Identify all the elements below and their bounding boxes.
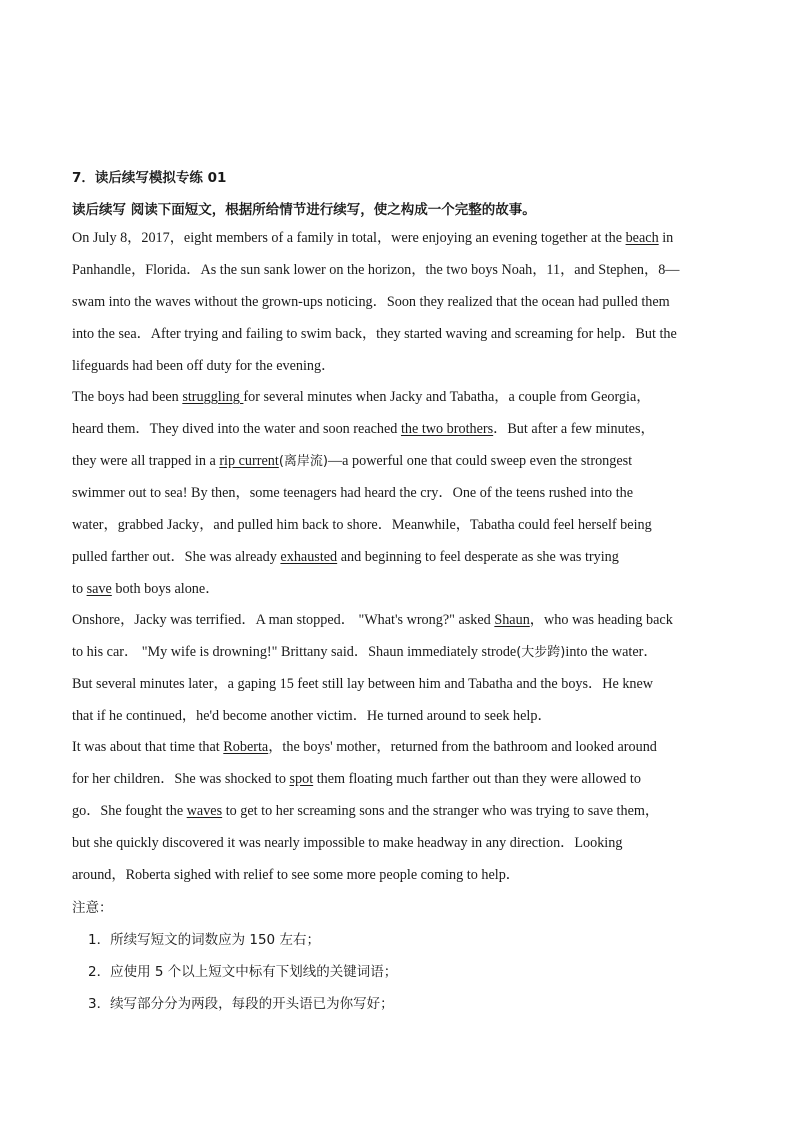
passage-line: On July 8，2017，eight members of a family in total，were enjoying an evening together at the beach in	[72, 230, 674, 246]
passage-line: water，grabbed Jacky，and pulled him back to shore．Meanwhile，Tabatha could feel herself being	[72, 517, 652, 533]
passage-line: that if he continued，he'd become another victim．He turned around to seek help．	[72, 708, 552, 724]
key-word-the-two-brothers: the two brothers	[400, 421, 494, 437]
passage-line: It was about that time that Roberta，the boys' mother，returned from the bathroom and looked around	[72, 739, 657, 755]
key-word-rip-current: rip current	[219, 453, 279, 469]
passage-line: lifeguards had been off duty for the evening．	[72, 358, 336, 374]
passage-line: but she quickly discovered it was nearly impossible to make headway in any direction．Looking	[72, 835, 623, 851]
key-word-spot: spot	[289, 771, 314, 787]
key-word-struggling: struggling	[182, 389, 244, 405]
passage-line: swimmer out to sea! By then，some teenagers had heard the cry．One of the teens rushed into the	[72, 485, 634, 501]
key-word-shaun: Shaun	[494, 612, 530, 628]
exercise-instructions: 读后续写 阅读下面短文，根据所给情节进行续写，使之构成一个完整的故事。	[72, 202, 536, 218]
note-item: 1．所续写短文的词数应为 150 左右；	[88, 932, 320, 948]
passage-line: But several minutes later，a gaping 15 feet still lay between him and Tabatha and the boys．He knew	[72, 676, 654, 692]
passage-line: swam into the waves without the grown-ups noticing．Soon they realized that the ocean had pulled them	[72, 294, 670, 310]
exercise-title: 7．读后续写模拟专练 01	[72, 170, 227, 186]
passage-line: go．She fought the waves to get to her screaming sons and the stranger who was trying to save them，	[72, 803, 660, 819]
key-word-roberta: Roberta	[223, 739, 269, 755]
note-item: 2．应使用 5 个以上短文中标有下划线的关键词语；	[88, 964, 398, 980]
passage-line: heard them．They dived into the water and soon reached the two brothers．But after a few minutes，	[72, 421, 655, 437]
key-word-exhausted: exhausted	[280, 549, 338, 565]
notes-heading: 注意：	[72, 900, 113, 916]
passage-line: to save both boys alone．	[72, 581, 220, 597]
key-word-waves: waves	[186, 803, 223, 819]
note-item: 3．续写部分分为两段，每段的开头语已为你写好；	[88, 996, 394, 1012]
passage-line: for her children．She was shocked to spot them floating much farther out than they were allowed to	[72, 771, 641, 787]
passage-line: around，Roberta sighed with relief to see some more people coming to help．	[72, 867, 520, 883]
passage-line: Onshore，Jacky was terrified．A man stopped． "What's wrong?" asked Shaun，who was heading back	[72, 612, 673, 628]
key-word-beach: beach	[625, 230, 659, 246]
passage-line: to his car． "My wife is drowning!" Brittany said．Shaun immediately strode(大步跨)into the water．	[72, 644, 658, 660]
passage-line: Panhandle，Florida．As the sun sank lower on the horizon，the two boys Noah，11，and Stephen，8—	[72, 262, 680, 278]
key-word-save: save	[86, 581, 112, 597]
passage-line: they were all trapped in a rip current(离岸流)—a powerful one that could sweep even the strongest	[72, 453, 633, 469]
passage-line: into the sea．After trying and failing to swim back，they started waving and screaming for help．But the	[72, 326, 677, 342]
passage-line: pulled farther out．She was already exhausted and beginning to feel desperate as she was trying	[72, 549, 619, 565]
passage-line: The boys had been struggling for several minutes when Jacky and Tabatha，a couple from Georgia，	[72, 389, 651, 405]
